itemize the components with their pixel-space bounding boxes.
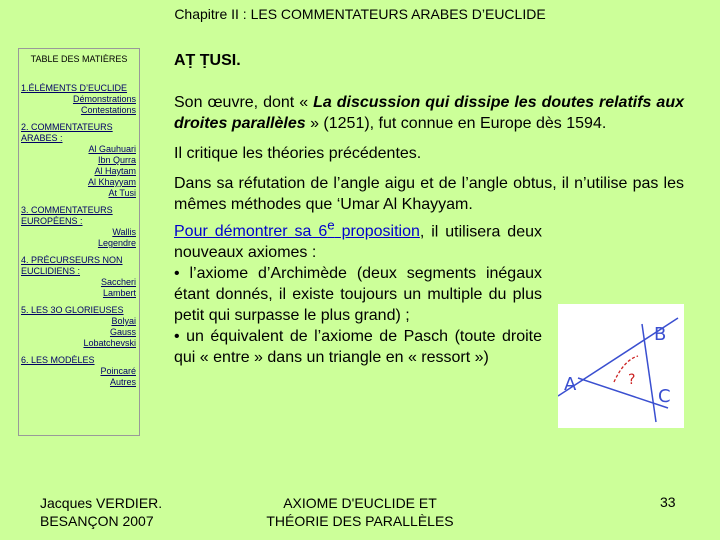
toc-section-5[interactable]: 5. LES 3O GLORIEUSES <box>21 305 124 315</box>
toc-item-al-haytam[interactable]: Al Haytam <box>94 166 136 176</box>
proposition-link[interactable] <box>174 218 420 241</box>
toc-item-saccheri[interactable]: Saccheri <box>100 277 136 287</box>
label-b: B <box>654 324 667 345</box>
toc-item-al-gauhuari[interactable]: Al Gauhuari <box>88 144 136 154</box>
toc-item-wallis[interactable]: Wallis <box>112 227 136 237</box>
toc-item-poincare[interactable]: Poincaré <box>100 366 136 376</box>
table-of-contents <box>18 48 140 436</box>
bullet-archimede: • l’axiome d’Archimède (deux segments inégaux étant donnés, il existe toujours un multiple du plus petit qui surpasse le plus grand) ; <box>174 265 542 325</box>
label-question: ? <box>628 372 636 388</box>
paragraph-axioms <box>174 215 542 263</box>
p1-start: Son œuvre, dont « <box>174 94 314 111</box>
p4-rest: , il utilisera deux nouveaux axiomes : <box>174 223 542 262</box>
toc-section-6[interactable]: 6. LES MODÈLES <box>21 355 95 365</box>
toc-item-demonstrations[interactable]: Démonstrations <box>72 94 136 104</box>
toc-item-contestations[interactable]: Contestations <box>80 105 136 115</box>
topic-line-1: AXIOME D'EUCLIDE ET <box>283 495 437 511</box>
toc-list <box>21 83 136 388</box>
toc-item-ibn-qurra[interactable]: Ibn Qurra <box>97 155 136 165</box>
toc-section-1[interactable]: 1.ÉLÉMENTS D’EUCLIDE <box>21 83 128 93</box>
link-text-b: proposition <box>334 223 420 241</box>
book-title: La discussion qui dissipe les doutes relatifs aux droites parallèles <box>174 94 684 132</box>
section-heading: AṬ ṬUSI. <box>174 52 241 69</box>
toc-item-autres[interactable]: Autres <box>109 377 136 387</box>
toc-item-legendre[interactable]: Legendre <box>97 238 136 248</box>
link-sup: e <box>327 218 335 233</box>
footer-topic <box>230 494 490 530</box>
pasch-sketch-figure <box>558 304 684 428</box>
toc-section-3[interactable]: 3. COMMENTATEURS EUROPÉENS : <box>21 205 113 226</box>
slide-title: Chapitre II : LES COMMENTATEURS ARABES D’EUCLIDE <box>174 6 546 22</box>
toc-section-2[interactable]: 2. COMMENTATEURS ARABES : <box>21 122 113 143</box>
toc-title: TABLE DES MATIÈRES <box>30 54 128 64</box>
label-a: A <box>564 374 577 395</box>
sketch-line-2 <box>578 378 668 408</box>
toc-item-al-khayyam[interactable]: Al Khayyam <box>87 177 136 187</box>
sketch-svg <box>558 304 684 428</box>
toc-item-lobatchevski[interactable]: Lobatchevski <box>83 338 136 348</box>
author-location: BESANÇON 2007 <box>40 513 154 529</box>
p1-end: » (1251), fut connue en Europe dès 1594. <box>305 115 607 132</box>
toc-item-gauss[interactable]: Gauss <box>109 327 136 337</box>
paragraph-refutation: Dans sa réfutation de l’angle aigu et de l’angle obtus, il n’utilise pas les mêmes méthodes que ‘Umar Al Khayyam. <box>174 175 684 213</box>
paragraph-critique: Il critique les théories précédentes. <box>174 145 422 162</box>
paragraph-oeuvre <box>174 92 684 134</box>
label-c: C <box>658 386 671 407</box>
footer-author <box>40 494 162 530</box>
toc-item-bolyai[interactable]: Bolyai <box>111 316 136 326</box>
toc-section-4[interactable]: 4. PRÉCURSEURS NON EUCLIDIENS : <box>21 255 123 276</box>
author-name: Jacques VERDIER. <box>40 495 163 511</box>
link-text-a: Pour démontrer sa 6 <box>174 223 328 241</box>
toc-item-at-tusi[interactable]: At Tusi <box>108 188 136 198</box>
bullet-pasch: • un équivalent de l’axiome de Pasch (toute droite qui « entre » dans un triangle en « ressort ») <box>174 328 542 367</box>
toc-item-lambert[interactable]: Lambert <box>102 288 136 298</box>
page-number: 33 <box>660 494 676 510</box>
topic-line-2: THÉORIE DES PARALLÈLES <box>266 513 454 529</box>
